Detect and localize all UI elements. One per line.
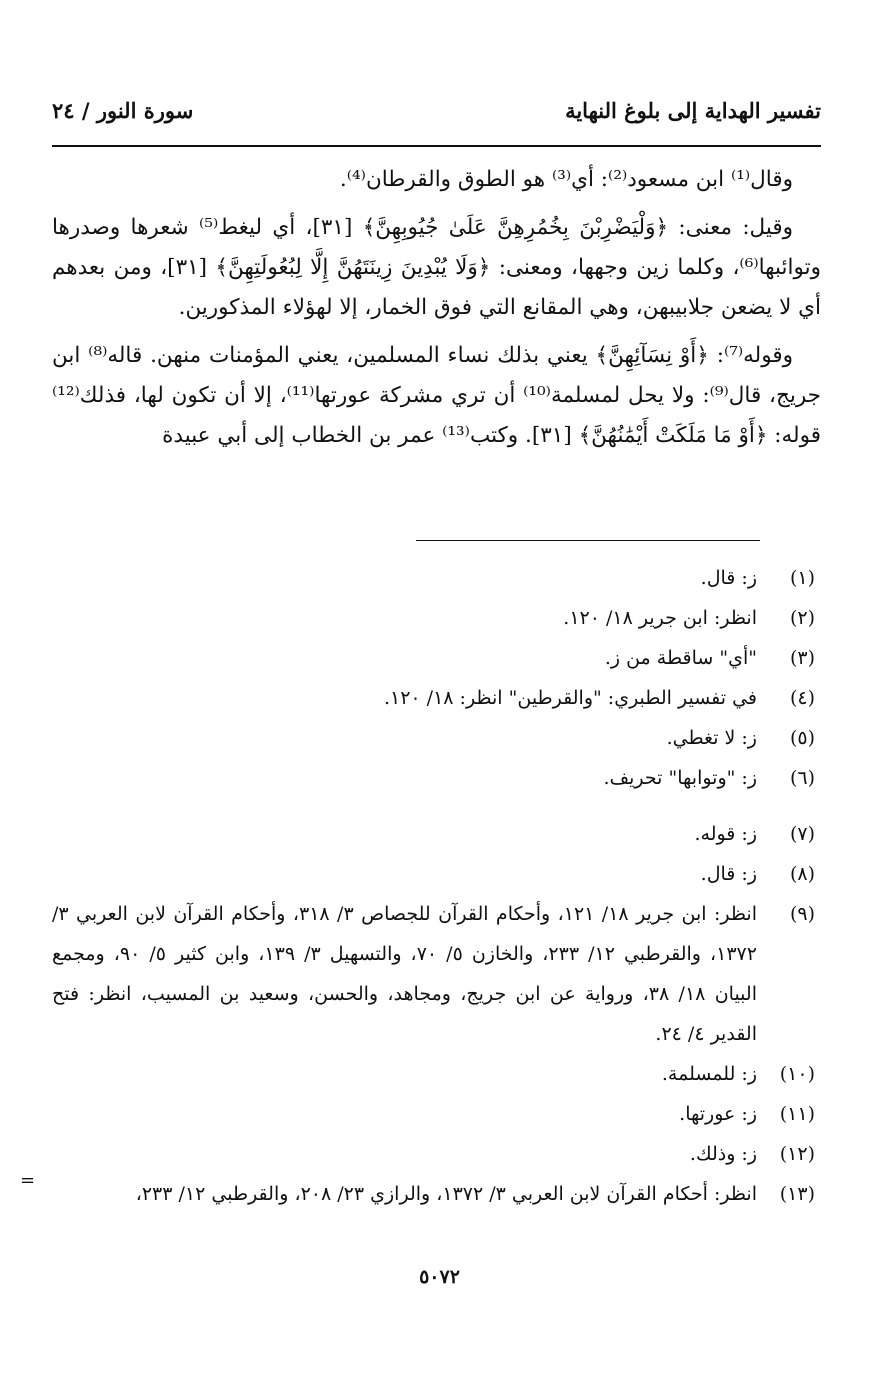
footnote-text: ز: وذلك. bbox=[689, 1143, 757, 1165]
footnote-number: (٦) bbox=[789, 767, 815, 789]
footnote-number: (٤) bbox=[789, 687, 815, 709]
footnote-number: (٣) bbox=[789, 647, 815, 669]
footnote-number: (٢) bbox=[789, 607, 815, 629]
footnote bbox=[52, 1134, 815, 1174]
header-rule bbox=[52, 145, 821, 147]
footnote-text: ز: "وتوابها" تحريف. bbox=[603, 767, 757, 789]
running-header bbox=[52, 98, 821, 134]
footnote-number: (٥) bbox=[789, 727, 815, 749]
footnotes bbox=[52, 558, 815, 1214]
footnote bbox=[52, 814, 815, 854]
footnote bbox=[52, 1054, 815, 1094]
footnote-number: (١١) bbox=[779, 1103, 815, 1125]
footnote-number: (١٠) bbox=[779, 1063, 815, 1085]
footnote-number: (١٢) bbox=[779, 1143, 815, 1165]
book-title: تفسير الهداية إلى بلوغ النهاية bbox=[565, 98, 821, 123]
footnote bbox=[52, 558, 815, 598]
footnote bbox=[52, 894, 815, 1054]
footnote bbox=[52, 678, 815, 718]
footnote-number: (٩) bbox=[789, 903, 815, 925]
paragraph: وقيل: معنى: ﴿وَلْيَضْرِبْنَ بِخُمُرِهِنَّ عَلَىٰ جُيُوبِهِنَّ﴾ [٣١]، أي ليغط⁽⁵⁾ شعرها وصدرها وتوائبها⁽⁶⁾، وكلما زين وجهها، ومعنى: ﴿وَلَا يُبْدِينَ زِينَتَهُنَّ إِلَّا لِبُعُولَتِهِنَّ﴾ [٣١]، ومن بعدهم أي لا يضعن جلابيبهن، وهي المقانع التي فوق الخمار، إلا لهؤلاء المذكورين. bbox=[52, 215, 821, 320]
footnote-number: (٨) bbox=[789, 863, 815, 885]
footnote bbox=[52, 1094, 815, 1134]
footnote bbox=[52, 854, 815, 894]
footnote-text: "أي" ساقطة من ز. bbox=[604, 647, 757, 669]
footnote-number: (٧) bbox=[789, 823, 815, 845]
footnote bbox=[52, 1174, 815, 1214]
footnote bbox=[52, 638, 815, 678]
footnote-text: في تفسير الطبري: "والقرطين" انظر: ١٨/ ١٢٠. bbox=[383, 687, 757, 709]
surah-page-label: سورة النور / ٢٤ bbox=[52, 98, 194, 123]
footnote-text: انظر: ابن جرير ١٨/ ١٢١، وأحكام القرآن للجصاص ٣/ ٣١٨، وأحكام القرآن لابن العربي ٣/ ١٣٧٢، والقرطبي ١٢/ ٢٣٣، والخازن ٥/ ٧٠، والتسهيل ٣/ ١٣٩، وابن كثير ٥/ ٩٠، ومجمع البيان ١٨/ ٣٨، ورواية عن ابن جريج، ومجاهد، والحسن، وسعيد بن المسيب، انظر: فتح القدير ٤/ ٢٤. bbox=[52, 903, 757, 1045]
paragraph: وقوله⁽⁷⁾: ﴿أَوْ نِسَآئِهِنَّ﴾ يعني بذلك نساء المسلمين، يعني المؤمنات منهن. قاله⁽⁸⁾ ابن جريج، قال⁽⁹⁾: ولا يحل لمسلمة⁽¹⁰⁾ أن تري مشركة عورتها⁽¹¹⁾، إلا أن تكون لها، فذلك⁽¹²⁾ قوله: ﴿أَوْ مَا مَلَكَتْ أَيْمَٰنُهُنَّ﴾ [٣١]. وكتب⁽¹³⁾ عمر بن الخطاب إلى أبي عبيدة bbox=[52, 343, 821, 448]
footnote-text: ز: قال. bbox=[700, 863, 757, 885]
main-text bbox=[52, 160, 821, 464]
footnote-text: ز: قوله. bbox=[694, 823, 757, 845]
footnote-text: ز: للمسلمة. bbox=[661, 1063, 757, 1085]
page-number: ٥٠٧٢ bbox=[419, 1266, 460, 1288]
footnote bbox=[52, 718, 815, 758]
footnote-text: ز: قال. bbox=[700, 567, 757, 589]
footnote-number: (١) bbox=[789, 567, 815, 589]
footnote bbox=[52, 598, 815, 638]
footnote-text: ز: لا تغطي. bbox=[666, 727, 757, 749]
paragraph: وقال⁽¹⁾ ابن مسعود⁽²⁾: أي⁽³⁾ هو الطوق والقرطان⁽⁴⁾. bbox=[339, 167, 793, 192]
footnote bbox=[52, 758, 815, 798]
footnote-text: انظر: أحكام القرآن لابن العربي ٣/ ١٣٧٢، والرازي ٢٣/ ٢٠٨، والقرطبي ١٢/ ٢٣٣، bbox=[135, 1183, 757, 1205]
footnote-text: انظر: ابن جرير ١٨/ ١٢٠. bbox=[563, 607, 757, 629]
continuation-mark: = bbox=[20, 1170, 36, 1191]
footnote-separator bbox=[416, 540, 760, 541]
footnote-text: ز: عورتها. bbox=[679, 1103, 757, 1125]
footnote-number: (١٣) bbox=[779, 1183, 815, 1205]
